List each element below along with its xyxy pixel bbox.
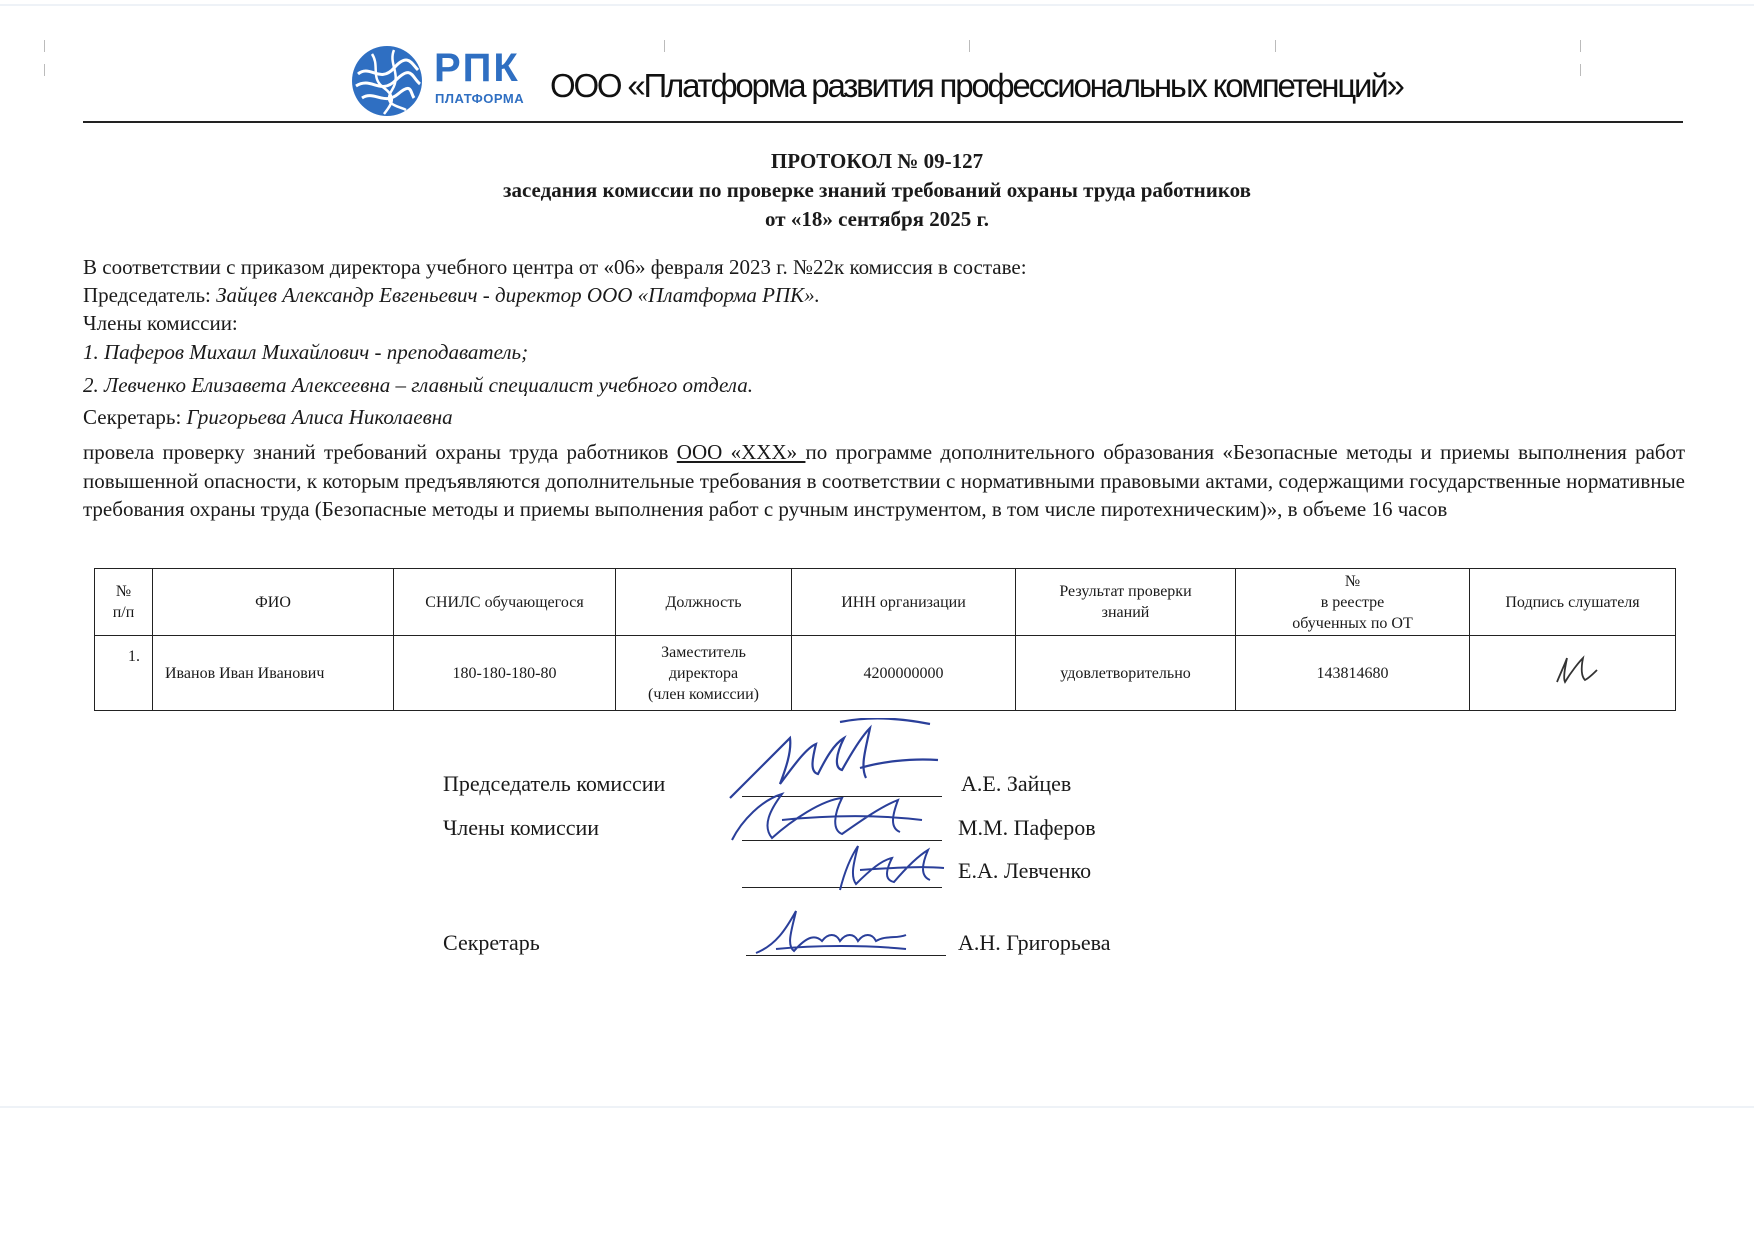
chair-sign-name: А.Е. Зайцев bbox=[961, 771, 1072, 796]
cell-fio: Иванов Иван Иванович bbox=[153, 636, 394, 711]
cell-inn: 4200000000 bbox=[792, 636, 1016, 711]
cell-result: удовлетворительно bbox=[1016, 636, 1236, 711]
protocol-date: от «18» сентября 2025 г. bbox=[765, 207, 989, 231]
listener-signature-icon bbox=[1543, 650, 1603, 690]
main-paragraph bbox=[83, 438, 1685, 524]
header-fio: ФИО bbox=[153, 569, 394, 636]
chairman-value: Зайцев Александр Евгеньевич - директор ООО «Платформа РПК». bbox=[216, 283, 820, 307]
secretary-value: Григорьева Алиса Николаевна bbox=[186, 405, 453, 429]
paragraph-organization: ООО «XXX» bbox=[676, 440, 806, 464]
paragraph-part1: провела проверку знаний требований охраны труда работников bbox=[83, 440, 677, 464]
secretary-sign-name: А.Н. Григорьева bbox=[958, 930, 1111, 955]
scan-artifact bbox=[664, 40, 665, 52]
chairman-label: Председатель: bbox=[83, 283, 217, 307]
chairman-line bbox=[83, 281, 820, 309]
member1-sign-name: М.М. Паферов bbox=[958, 815, 1096, 840]
cell-registry: 143814680 bbox=[1236, 636, 1470, 711]
secretary-line bbox=[83, 403, 453, 431]
members-label: Члены комиссии: bbox=[83, 311, 238, 335]
header-inn: ИНН организации bbox=[792, 569, 1016, 636]
logo-rpk-text: РПК bbox=[434, 46, 520, 90]
company-logo-icon bbox=[350, 44, 424, 118]
scan-artifact bbox=[969, 40, 970, 52]
member2-sign-name: Е.А. Левченко bbox=[958, 858, 1092, 883]
header-position: Должность bbox=[616, 569, 792, 636]
results-table bbox=[94, 568, 1676, 711]
protocol-subtitle: заседания комиссии по проверке знаний требований охраны труда работников bbox=[503, 178, 1251, 202]
cell-snils: 180-180-180-80 bbox=[394, 636, 616, 711]
scan-artifact bbox=[0, 1106, 1754, 1108]
scan-artifact bbox=[44, 64, 45, 76]
scan-artifact bbox=[44, 40, 45, 52]
scan-artifact bbox=[1275, 40, 1276, 52]
member2-signature-icon bbox=[820, 840, 950, 895]
table-header-row bbox=[95, 569, 1676, 636]
table-row bbox=[95, 636, 1676, 711]
members-sign-label: Члены комиссии bbox=[443, 815, 600, 840]
scan-artifact bbox=[1580, 64, 1581, 76]
scan-artifact bbox=[0, 4, 1754, 6]
header-registry: № в реестре обученных по ОТ bbox=[1236, 569, 1470, 636]
secretary-sign-label: Секретарь bbox=[443, 930, 540, 955]
paragraph-part2: по программе дополнительного образования «Безопасные методы и приемы выполнения работ повышенной опасности, к которым предъявляются дополнительные требования в соответствии с нормативными правовыми актами, содержащими государственные нормативные требования охраны труда (Безопасные методы и приемы выполнения работ с ручным инструментом, в том числе пиротехническим)», в объеме 16 часов bbox=[83, 440, 1686, 521]
logo-platform-text: ПЛАТФОРМА bbox=[435, 91, 525, 106]
header-divider bbox=[83, 121, 1683, 123]
chair-sign-label: Председатель комиссии bbox=[443, 771, 666, 796]
cell-num: 1. bbox=[95, 636, 153, 711]
header-result: Результат проверки знаний bbox=[1016, 569, 1236, 636]
organization-name: ООО «Платформа развития профессиональных компетенций» bbox=[550, 67, 1403, 104]
secretary-label: Секретарь: bbox=[83, 405, 187, 429]
header-num: № п/п bbox=[95, 569, 153, 636]
member-2: 2. Левченко Елизавета Алексеевна – главный специалист учебного отдела. bbox=[83, 373, 753, 397]
cell-position: Заместитель директора (член комиссии) bbox=[616, 636, 792, 711]
cell-signature bbox=[1470, 636, 1676, 711]
protocol-number: ПРОТОКОЛ № 09-127 bbox=[770, 149, 984, 173]
intro-text: В соответствии с приказом директора учебного центра от «06» февраля 2023 г. №22к комиссия в составе: bbox=[83, 255, 1027, 279]
header-signature: Подпись слушателя bbox=[1470, 569, 1676, 636]
header-snils: СНИЛС обучающегося bbox=[394, 569, 616, 636]
member-1: 1. Паферов Михаил Михайлович - преподаватель; bbox=[83, 340, 529, 364]
secretary-signature-icon bbox=[746, 905, 916, 960]
scan-artifact bbox=[1580, 40, 1581, 52]
